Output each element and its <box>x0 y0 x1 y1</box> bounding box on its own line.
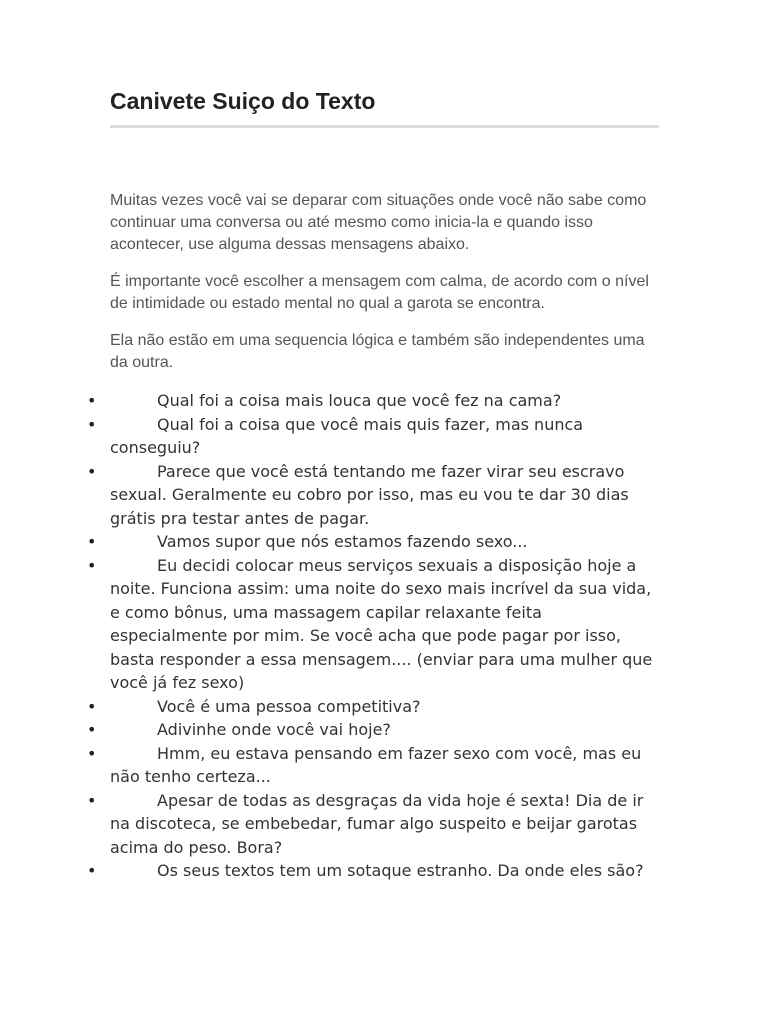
intro-paragraph: Ela não estão em uma sequencia lógica e também são independentes uma da outra. <box>110 332 645 371</box>
document-page <box>87 0 660 883</box>
message-text: Parece que você está tentando me fazer virar seu escravo sexual. Geralmente eu cobro por isso, mas eu vou te dar 30 dias grátis pra testar antes de pagar. <box>110 461 629 528</box>
list-item <box>87 695 660 719</box>
bullet-icon: • <box>87 555 97 575</box>
bullet-icon: • <box>87 720 97 739</box>
message-text: Qual foi a coisa mais louca que você fez na cama? <box>157 391 562 410</box>
list-item <box>87 718 660 742</box>
bullet-icon: • <box>87 391 97 410</box>
list-item <box>87 859 660 883</box>
list-item <box>87 413 660 460</box>
title-divider <box>110 125 659 128</box>
message-text: Os seus textos tem um sotaque estranho. Da onde eles são? <box>157 861 644 880</box>
message-text: Adivinhe onde você vai hoje? <box>157 720 391 739</box>
bullet-icon: • <box>87 861 97 880</box>
message-text: Você é uma pessoa competitiva? <box>157 696 421 716</box>
bullet-icon: • <box>87 790 97 810</box>
list-item <box>87 554 660 695</box>
bullet-icon: • <box>87 696 97 716</box>
list-item <box>87 789 660 860</box>
intro-paragraph: É importante você escolher a mensagem com calma, de acordo com o nível de intimidade ou estado mental no qual a garota se encontra. <box>110 273 649 312</box>
bullet-icon: • <box>87 532 97 551</box>
intro-paragraph: Muitas vezes você vai se deparar com situações onde você não sabe como continuar uma conversa ou até mesmo como inicia-la e quando isso acontecer, use alguma dessas mensagens abaixo. <box>110 192 647 253</box>
list-item <box>87 460 660 531</box>
document-title: Canivete Suiço do Texto <box>110 88 376 114</box>
bullet-icon: • <box>87 461 97 481</box>
message-text: Vamos supor que nós estamos fazendo sexo... <box>157 532 528 551</box>
bullet-icon: • <box>87 743 97 763</box>
intro-section <box>110 190 660 374</box>
message-text: Eu decidi colocar meus serviços sexuais a disposição hoje a noite. Funciona assim: uma noite do sexo mais incrível da sua vida, e como bônus, uma massagem capilar relaxante feita especialmente por mim. Se você acha que pode pagar por isso, basta responder a essa mensagem.... (enviar para uma mulher que você já fez sexo) <box>110 555 653 692</box>
message-list <box>87 389 660 883</box>
list-item <box>87 530 660 554</box>
message-text: Hmm, eu estava pensando em fazer sexo com você, mas eu não tenho certeza... <box>110 743 642 786</box>
list-item <box>87 389 660 413</box>
list-item <box>87 742 660 789</box>
message-text: Qual foi a coisa que você mais quis fazer, mas nunca conseguiu? <box>110 414 584 457</box>
bullet-icon: • <box>87 414 97 434</box>
message-text: Apesar de todas as desgraças da vida hoje é sexta! Dia de ir na discoteca, se embebedar, fumar algo suspeito e beijar garotas acima do peso. Bora? <box>110 790 644 857</box>
